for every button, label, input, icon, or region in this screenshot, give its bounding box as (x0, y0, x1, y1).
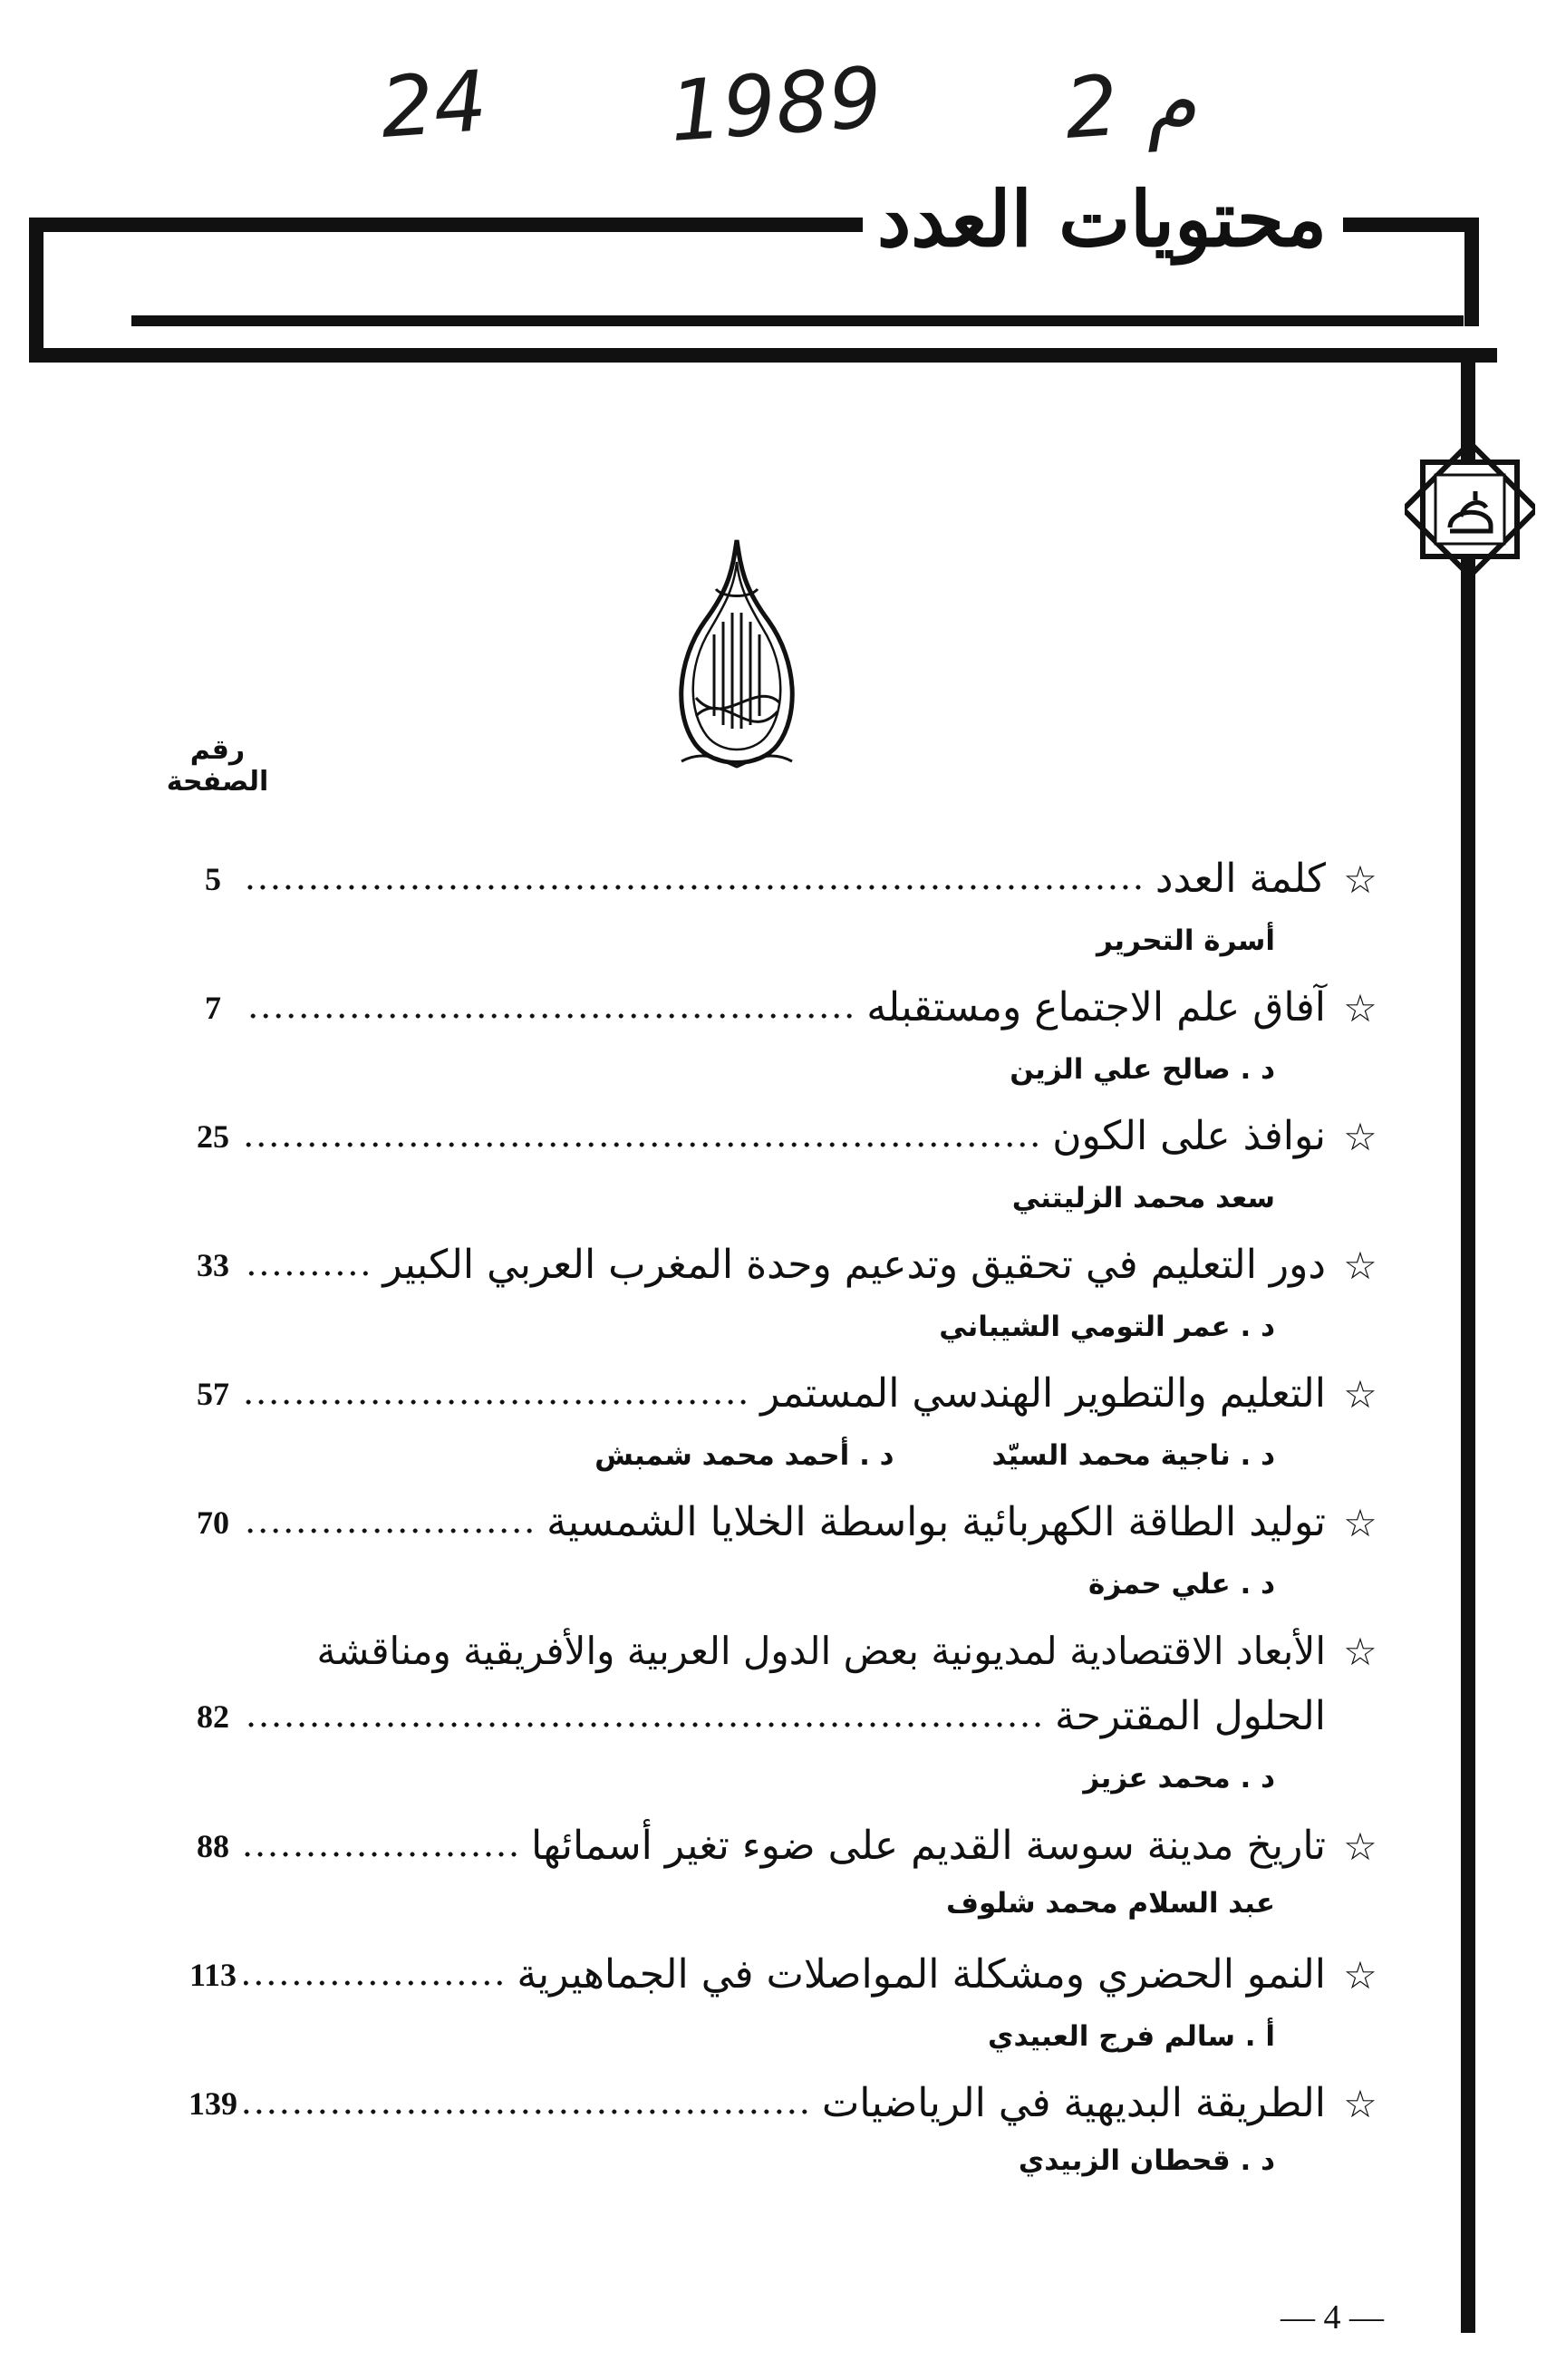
star-bullet-icon: ☆ (1343, 1371, 1377, 1417)
entry-author: د . ناجية محمد السيّد د . أحمد محمد شمبش (594, 1439, 1275, 1472)
entry-author: أ . سالم فرج العبيدي (988, 2020, 1275, 2053)
entry-title: تاريخ مدينة سوسة القديم على ضوء تغير أسمائها (531, 1822, 1326, 1869)
vertical-rule (1461, 348, 1475, 2333)
star-bullet-icon: ☆ (1343, 1243, 1377, 1288)
page-title: محتويات العدد (876, 174, 1328, 264)
star-bullet-icon: ☆ (1343, 1114, 1377, 1159)
entry-page-number: 113 (188, 1957, 237, 1993)
calligraphy-ornament-icon (669, 535, 805, 779)
entry-page-number: 82 (197, 1698, 229, 1735)
star-bullet-icon: ☆ (1343, 1629, 1377, 1674)
entry-author: د . قحطان الزبيدي (1018, 2144, 1275, 2177)
entry-author: أسرة التحرير (1097, 924, 1275, 957)
entry-title-line-1: الأبعاد الاقتصادية لمديونية بعض الدول العربية والأفريقية ومناقشة (316, 1628, 1326, 1673)
dot-leader (244, 883, 1145, 892)
frame-top-right (1343, 218, 1479, 232)
entry-page-number: 7 (205, 990, 221, 1026)
star-bullet-icon: ☆ (1343, 856, 1377, 902)
handwritten-part-3: 24 (377, 52, 490, 157)
dot-leader (244, 1011, 855, 1021)
dot-leader (244, 2107, 811, 2116)
star-bullet-icon: ☆ (1343, 1500, 1377, 1545)
entry-page-number: 139 (188, 2085, 237, 2122)
star-bullet-icon: ☆ (1343, 985, 1377, 1030)
frame-top-left (29, 218, 863, 232)
handwritten-part-1: م 2 (1061, 51, 1200, 158)
entry-page-number: 57 (197, 1376, 229, 1412)
dot-leader (244, 1526, 536, 1535)
entry-title: النمو الحضري ومشكلة المواصلات في الجماهيرية (517, 1950, 1326, 1998)
handwritten-note (377, 36, 1200, 172)
star-bullet-icon: ☆ (1343, 1952, 1377, 1998)
entry-author: عبد السلام محمد شلوف (946, 1887, 1275, 1920)
dot-leader (244, 1720, 1044, 1729)
star-bullet-icon: ☆ (1343, 1824, 1377, 1869)
frame-inner-line (131, 315, 1464, 326)
dot-leader (244, 1398, 749, 1407)
entry-page-number: 70 (197, 1504, 229, 1541)
entry-page-number: 5 (205, 861, 221, 897)
folio-page-number: — 4 — (1281, 2298, 1384, 2336)
dot-leader (244, 1269, 372, 1278)
handwritten-part-2: 1989 (666, 48, 885, 160)
entry-title: توليد الطاقة الكهربائية بواسطة الخلايا الشمسية (546, 1498, 1326, 1545)
dot-leader (244, 1140, 1041, 1149)
entry-author: د . علي حمزة (1088, 1568, 1275, 1601)
frame-bottom (29, 348, 1497, 363)
entry-author: د . عمر التومي الشيباني (939, 1311, 1275, 1343)
entry-page-number: 33 (197, 1247, 229, 1283)
entry-author: د . محمد عزيز (1083, 1762, 1275, 1795)
page-number-column-label: رقم الصفحة (166, 734, 269, 798)
entry-author: سعد محمد الزليتني (1011, 1182, 1275, 1214)
entry-title: آفاق علم الاجتماع ومستقبله (866, 983, 1326, 1030)
frame-left (29, 218, 43, 363)
entry-title: التعليم والتطوير الهندسي المستمر (760, 1369, 1326, 1417)
entry-title: دور التعليم في تحقيق وتدعيم وحدة المغرب العربي الكبير (382, 1241, 1326, 1288)
entry-title: نوافذ على الكون (1052, 1112, 1326, 1159)
entry-page-number: 25 (197, 1118, 229, 1155)
dot-leader (244, 1978, 506, 1988)
entry-author: د . صالح علي الزين (1010, 1053, 1275, 1086)
entry-page-number: 88 (197, 1828, 229, 1864)
star-bullet-icon: ☆ (1343, 2081, 1377, 2126)
entry-title: كلمة العدد (1155, 855, 1326, 902)
emblem-icon (1405, 444, 1535, 575)
entry-title: الطريقة البديهية في الرياضيات (821, 2079, 1326, 2126)
dot-leader (244, 1850, 520, 1859)
entry-title: الحلول المقترحة (1055, 1692, 1326, 1739)
frame-right-top (1464, 218, 1479, 326)
